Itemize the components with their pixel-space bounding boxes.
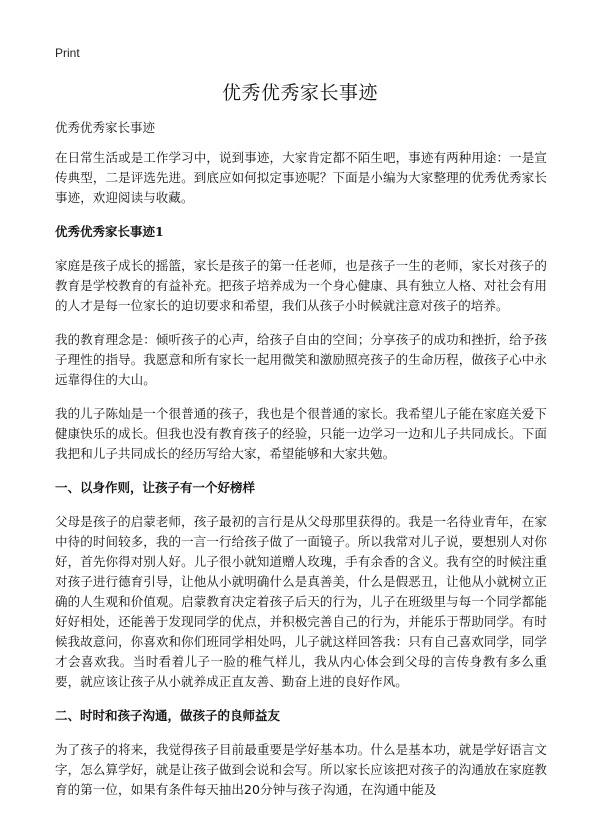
print-label[interactable]: Print — [55, 46, 80, 60]
page-title: 优秀优秀家长事迹 — [221, 82, 378, 104]
subheading-one: 一、以身作则，让孩子有一个好榜样 — [55, 480, 256, 495]
section-heading-1: 优秀优秀家长事迹1 — [55, 224, 164, 239]
paragraph-1: 家庭是孩子成长的摇篮，家长是孩子的第一任老师，也是孩子一生的老师，家长对孩子的教育是学校教育的有益补充。把孩子培养成为一个身心健康、具有独立人格、对社会有用的人才是每一位家长的迫切要求和希望，我们从孩子小时候就注意对孩子的培养。 — [55, 258, 547, 313]
paragraph-2: 我的教育理念是：倾听孩子的心声，给孩子自由的空间；分享孩子的成功和挫折，给予孩子理性的指导。我愿意和所有家长一起用微笑和激励照亮孩子的生命历程，做孩子心中永远靠得住的大山。 — [55, 332, 547, 387]
paragraph-5: 为了孩子的将来，我觉得孩子目前最重要是学好基本功。什么是基本功，就是学好语言文字，怎么算学好，就是让孩子做到会说和会写。所以家长应该把对孩子的沟通放在家庭教育的第一位，如果有条件每天抽出20分钟与孩子沟通，在沟通中能及 — [55, 742, 547, 797]
document-subtitle: 优秀优秀家长事迹 — [55, 120, 156, 135]
document-body — [55, 118, 547, 814]
paragraph-3: 我的儿子陈灿是一个很普通的孩子，我也是个很普通的家长。我希望儿子能在家庭关爱下健康快乐的成长。但我也没有教育孩子的经验，只能一边学习一边和儿子共同成长。下面我把和儿子共同成长的经历写给大家，希望能够和大家共勉。 — [55, 406, 547, 461]
intro-paragraph: 在日常生活或是工作学习中，说到事迹，大家肯定都不陌生吧，事迹有两种用途：一是宣传典型，二是评选先进。到底应如何拟定事迹呢？下面是小编为大家整理的优秀优秀家长事迹，欢迎阅读与收藏。 — [55, 150, 547, 205]
paragraph-4: 父母是孩子的启蒙老师，孩子最初的言行是从父母那里获得的。我是一名待业青年，在家中待的时间较多，我的一言一行给孩子做了一面镜子。所以我常对儿子说，要想别人对你好，首先你得对别人好。儿子很小就知道赠人玫瑰，手有余香的含义。我有空的时候注重对孩子进行德育引导，让他从小就明确什么是真善美，什么是假恶丑，让他从小就树立正确的人生观和价值观。启蒙教育决定着孩子后天的行为，儿子在班级里与每一个同学都能好好相处，还能善于发现同学的优点，并积极完善自己的行为，并能乐于帮助同学。有时候我故意问，你喜欢和你们班同学相处吗，儿子就这样回答我：只有自己喜欢同学，同学才会喜欢我。当时看着儿子一脸的稚气样儿，我从内心体会到父母的言传身教有多么重要，就应该让孩子从小就养成正直友善、勤奋上进的良好作风。 — [55, 514, 547, 689]
subheading-two: 二、时时和孩子沟通，做孩子的良师益友 — [55, 708, 281, 723]
